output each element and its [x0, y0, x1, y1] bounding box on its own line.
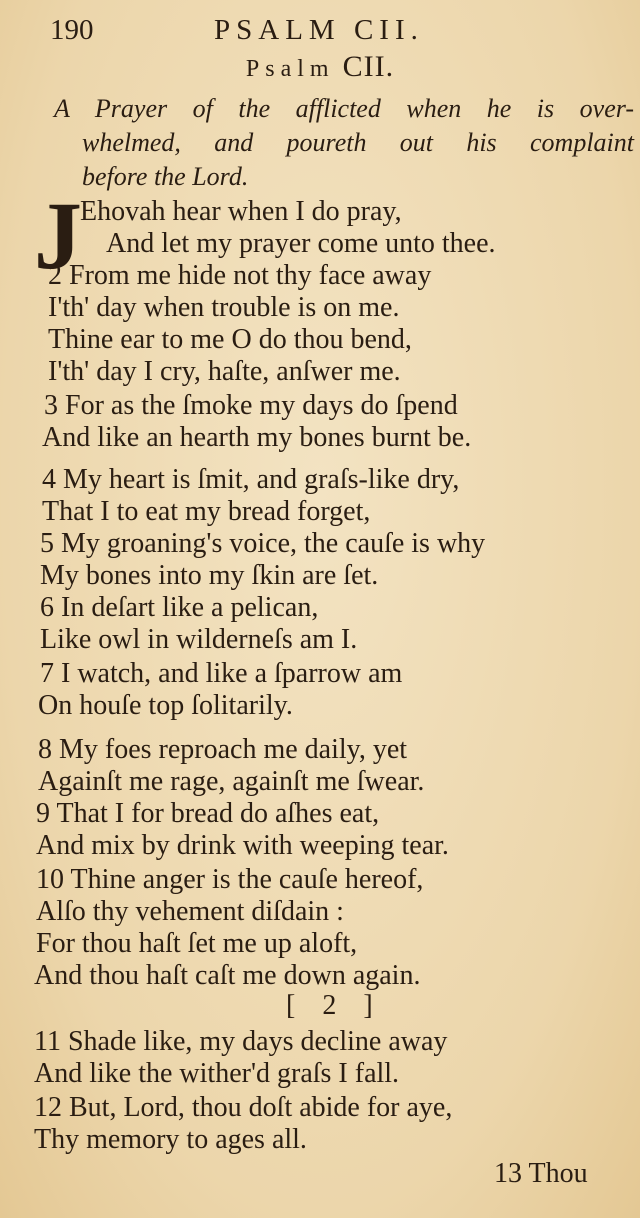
- verse-line: And like an hearth my bones burnt be.: [42, 422, 472, 453]
- verse-line: And thou haſt caſt me down again.: [34, 960, 421, 991]
- verse-line: And mix by drink with weeping tear.: [36, 830, 449, 861]
- psalm-title-word: Psalm: [245, 56, 335, 82]
- verse-line: 9 That I for bread do aſhes eat,: [36, 798, 380, 829]
- verse-line: Thine ear to me O do thou bend,: [48, 324, 412, 355]
- verse-line: I'th' day I cry, haſte, anſwer me.: [48, 356, 401, 387]
- psalm-title: [0, 50, 640, 84]
- signature-mark: [ 2 ]: [286, 990, 383, 1021]
- verse-line: 2 From me hide not thy face away: [48, 260, 432, 291]
- verse-line: Alſo thy vehement diſdain :: [36, 896, 344, 927]
- psalm-heading: [54, 92, 634, 194]
- verse-line: And let my prayer come unto thee.: [106, 228, 496, 259]
- page-number: 190: [50, 14, 94, 46]
- verse-line: Ehovah hear when I do pray,: [80, 196, 402, 227]
- verse-line: 7 I watch, and like a ſparrow am: [40, 658, 403, 689]
- verse-line: On houſe top ſolitarily.: [38, 690, 293, 721]
- heading-line: A Prayer of the afflicted when he is over-: [54, 94, 634, 123]
- verse-line: 10 Thine anger is the cauſe hereof,: [36, 864, 424, 895]
- verse-line: My bones into my ſkin are ſet.: [40, 560, 379, 591]
- verse-line: I'th' day when trouble is on me.: [48, 292, 400, 323]
- running-title: PSALM CII.: [214, 14, 424, 46]
- verse-line: 8 My foes reproach me daily, yet: [38, 734, 408, 765]
- running-head: [0, 12, 640, 48]
- heading-line: whelmed, and poureth out his complaint: [82, 128, 634, 157]
- verse-line: 6 In deſart like a pelican,: [40, 592, 319, 623]
- verse-line: Againſt me rage, againſt me ſwear.: [38, 766, 425, 797]
- verse-line: 3 For as the ſmoke my days do ſpend: [44, 390, 458, 421]
- verse-line: 4 My heart is ſmit, and graſs-like dry,: [42, 464, 460, 495]
- verse-line: And like the wither'd graſs I fall.: [34, 1058, 400, 1089]
- verse-line: Thy memory to ages all.: [34, 1124, 307, 1155]
- heading-line: before the Lord.: [82, 162, 249, 191]
- verse-line: 12 But, Lord, thou doſt abide for aye,: [34, 1092, 453, 1123]
- drop-cap: J: [34, 182, 82, 289]
- verse-line: That I to eat my bread forget,: [42, 496, 371, 527]
- verse-line: For thou haſt ſet me up aloft,: [36, 928, 358, 959]
- verse-line: 5 My groaning's voice, the cauſe is why: [40, 528, 486, 559]
- verse-line: 11 Shade like, my days decline away: [34, 1026, 448, 1057]
- psalm-title-number: CII.: [342, 50, 395, 83]
- verse-line: Like owl in wilderneſs am I.: [40, 624, 358, 655]
- catchword: 13 Thou: [494, 1158, 588, 1189]
